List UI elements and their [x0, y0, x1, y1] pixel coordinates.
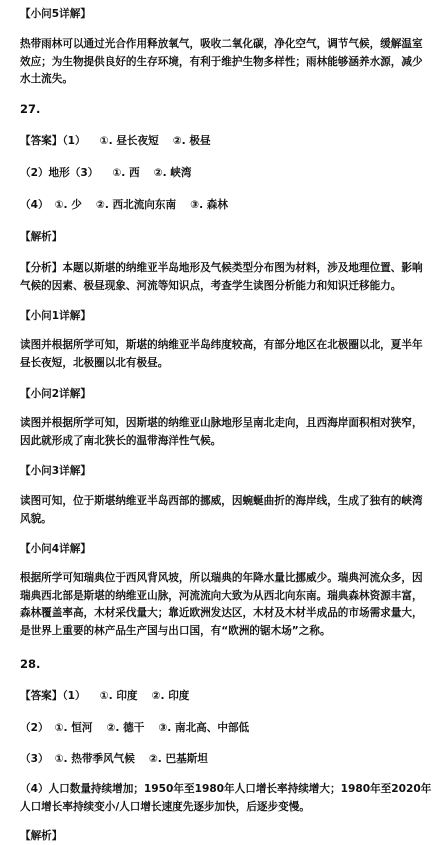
- q27-answer-3-2: ②. 峡湾: [153, 167, 192, 179]
- q28-answer-1-1: ①. 印度: [99, 690, 138, 702]
- q28-jiexi: 【解析】: [20, 830, 63, 842]
- q27-answer-row-3: [20, 197, 433, 214]
- q28-answer-row-1: [20, 688, 433, 705]
- q27-answer-3-1: ①. 西: [112, 167, 140, 179]
- q27-sub3-text: 读图可知，位于斯堪纳维亚半岛西部的挪威，因蜿蜒曲折的海岸线，生成了独有的峡湾风貌。: [20, 495, 423, 525]
- q28-answer-2-3: ③. 南北高、中部低: [158, 722, 250, 734]
- q27-answer-1-2: ②. 极昼: [172, 135, 211, 147]
- q28-answer-2-label: （2）: [20, 722, 49, 734]
- q27-sub2-text: 读图并根据所学可知，因斯堪的纳维亚山脉地形呈南北走向，且西海岸面积相对狭窄，因此就形成了南北狭长的温带海洋性气候。: [20, 417, 423, 447]
- q27-answer-2-label: （2）地形（3）: [20, 167, 99, 179]
- q27-number: 27.: [20, 102, 41, 116]
- q27-answer-row-1: [20, 133, 433, 150]
- q27-answer-4-2: ②. 西北流向东南: [95, 199, 177, 211]
- q28-answer-label: 【答案】（1）: [20, 690, 86, 702]
- q27-sub2-title: 【小问2详解】: [20, 388, 91, 400]
- q28-answer-row-3: [20, 751, 433, 768]
- q28-number: 28.: [20, 657, 41, 671]
- q28-answer-3-2: ②. 巴基斯坦: [148, 753, 208, 765]
- q28-answer-2-2: ②. 德干: [106, 722, 145, 734]
- q28-answer-row-2: [20, 720, 433, 737]
- q26-sub5-title: 【小问5详解】: [20, 8, 91, 20]
- q27-answer-4-1: ①. 少: [54, 199, 82, 211]
- q27-sub4-title: 【小问4详解】: [20, 543, 91, 555]
- q27-sub4-text: 根据所学可知瑞典位于西风背风坡，所以瑞典的年降水量比挪威少。瑞典河流众多，因瑞典西北部是斯堪的纳维亚山脉，河流流向大致为从西北向东南。瑞典森林资源丰富，森林覆盖率高，木材采伐量大；靠近欧洲发达区，木材及木材半成品的市场需求量大，是世界上重要的林产品生产国与出口国，有“欧洲的锯木场”之称。: [20, 572, 423, 637]
- q27-sub1-title: 【小问1详解】: [20, 310, 91, 322]
- q27-answer-4-3: ③. 森林: [190, 199, 228, 211]
- q27-answer-label: 【答案】（1）: [20, 135, 86, 147]
- q28-answer-1-2: ②. 印度: [151, 690, 190, 702]
- q27-analysis: 【分析】本题以斯堪的纳维亚半岛地形及气候类型分布图为材料，涉及地理位置、影响气候的因素、极昼现象、河流等知识点，考查学生读图分析能力和知识迁移能力。: [20, 262, 423, 292]
- q27-answer-1-1: ①. 昼长夜短: [99, 135, 159, 147]
- q28-answer-3-1: ①. 热带季风气候: [54, 753, 135, 765]
- q27-answer-row-2: [20, 165, 433, 182]
- q28-answer-2-1: ①. 恒河: [54, 722, 93, 734]
- q27-sub1-text: 读图并根据所学可知，斯堪的纳维亚半岛纬度较高，有部分地区在北极圈以北，夏半年昼长夜短，北极圈以北有极昼。: [20, 339, 423, 369]
- q26-sub5-text: 热带雨林可以通过光合作用释放氧气，吸收二氧化碳，净化空气，调节气候，缓解温室效应；为生物提供良好的生存环境，有利于维护生物多样性；雨林能够涵养水源，减少水土流失。: [20, 38, 423, 85]
- q27-sub3-title: 【小问3详解】: [20, 465, 91, 477]
- q28-answer-3-label: （3）: [20, 753, 49, 765]
- q27-answer-4-label: （4）: [20, 199, 49, 211]
- q27-jiexi: 【解析】: [20, 231, 63, 243]
- q28-answer-4: （4）人口数量持续增加；1950年至1980年人口增长率持续增大；1980年至2020年人口增长率持续变小/人口增长速度先逐步加快，后逐步变慢。: [20, 783, 432, 813]
